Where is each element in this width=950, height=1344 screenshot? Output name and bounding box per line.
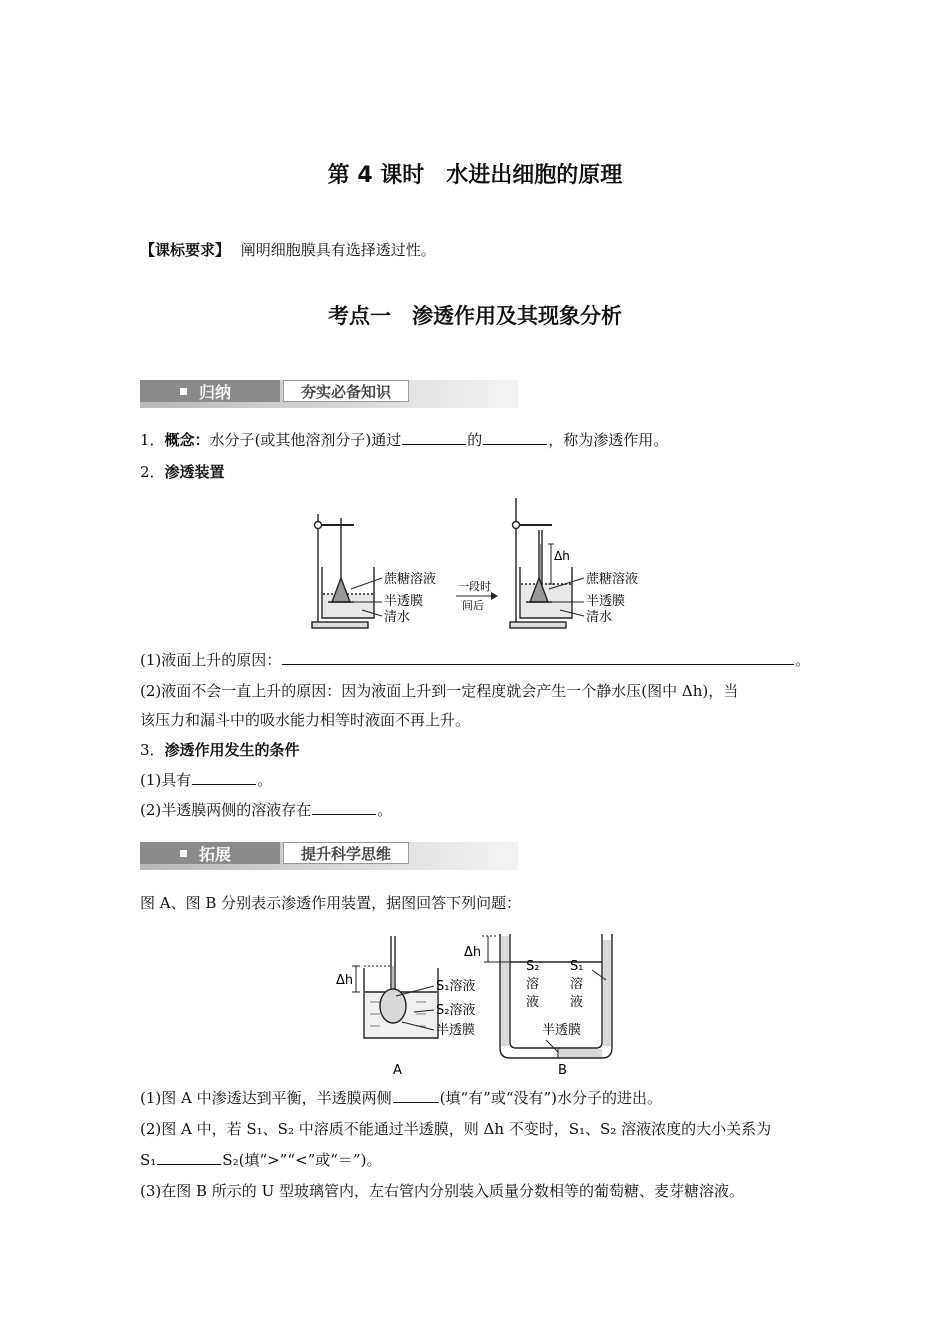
banner-tag (140, 380, 280, 402)
delta-h-label: Δh (554, 549, 570, 563)
answer-blank[interactable] (402, 430, 466, 445)
standard-line (140, 240, 436, 260)
arrow-label-bottom: 间后 (462, 599, 484, 612)
question-a2-line2 (140, 1150, 381, 1170)
item-text: ，称为渗透作用。 (548, 431, 669, 449)
item-text: 水分子(或其他溶剂分子)通过 (209, 431, 402, 449)
arrow-head-icon (491, 592, 498, 600)
banner-tag-text: 拓展 (199, 844, 232, 864)
left-label-water: 清水 (384, 610, 411, 625)
figure-b-s2-char: 溶 (526, 977, 540, 992)
question-stop-line2: 该压力和漏斗中的吸水能力相等时液面不再上升。 (140, 711, 471, 729)
question-rise (140, 650, 810, 670)
banner-subtitle: 夯实必备知识 (283, 380, 409, 402)
left-label-membrane: 半透膜 (384, 594, 424, 609)
item-device (140, 462, 225, 482)
figure-b-s2-label: S₂ (526, 959, 540, 974)
banner-extension (140, 842, 518, 870)
right-label-membrane: 半透膜 (586, 594, 626, 609)
item-head: 概念： (164, 431, 210, 449)
answer-blank[interactable] (192, 770, 256, 785)
figure-b-s2-char: 液 (526, 995, 540, 1010)
condition-end: 。 (377, 801, 393, 819)
item-head: 渗透装置 (164, 463, 225, 481)
condition-2 (140, 800, 392, 820)
question-a1 (140, 1088, 662, 1108)
figure-b-delta-h: Δh (464, 945, 482, 960)
banner-subtitle: 提升科学思维 (283, 842, 409, 864)
question-end: 。 (795, 651, 811, 669)
question-text: (1)液面上升的原因： (140, 651, 282, 669)
right-apparatus (510, 498, 572, 628)
question-text: S₂(填“>”“<”或“＝”)。 (222, 1151, 382, 1169)
figure-b-membrane-label: 半透膜 (542, 1023, 582, 1038)
item-head: 渗透作用发生的条件 (164, 741, 300, 759)
arrow-label-top: 一段时 (458, 580, 491, 593)
right-label-sucrose: 蔗糖溶液 (586, 572, 639, 587)
question-text: S₁ (140, 1151, 157, 1169)
answer-blank[interactable] (483, 430, 547, 445)
answer-blank[interactable] (282, 650, 794, 665)
question-a3: (3)在图 B 所示的 U 型玻璃管内，左右管内分别装入质量分数相等的葡萄糖、麦芽糖溶液。 (140, 1182, 744, 1200)
intro-text: 图 A、图 B 分别表示渗透作用装置，据图回答下列问题： (140, 894, 522, 912)
question-text: (1)图 A 中渗透达到平衡，半透膜两侧 (140, 1089, 392, 1107)
question-text: (填“有”或“没有”)水分子的进出。 (439, 1089, 663, 1107)
lesson-title: 第 4 课时 水进出细胞的原理 (327, 163, 623, 188)
section-title: 考点一 渗透作用及其现象分析 (328, 304, 622, 328)
standard-text: 阐明细胞膜具有选择透过性。 (240, 241, 436, 259)
figure-a-caption: A (393, 1063, 402, 1078)
figure-a-s2-label: S₂溶液 (436, 1003, 476, 1018)
question-a2-line1: (2)图 A 中，若 S₁、S₂ 中溶质不能通过半透膜，则 Δh 不变时，S₁、S₂ 溶液浓度的大小关系为 (140, 1120, 772, 1138)
figure-a-delta-h: Δh (336, 973, 354, 988)
condition-end: 。 (257, 771, 273, 789)
banner-tag (140, 842, 280, 864)
standard-label: 【课标要求】 (140, 241, 231, 259)
condition-1 (140, 770, 272, 790)
right-label-water: 清水 (586, 610, 613, 625)
answer-blank[interactable] (157, 1150, 221, 1165)
figure-b-s1-char: 溶 (570, 977, 584, 992)
item-number: 1． (140, 431, 165, 449)
item-number: 3． (140, 741, 165, 759)
figure-b-s1-char: 液 (570, 995, 584, 1010)
item-text: 的 (467, 431, 483, 449)
left-label-sucrose: 蔗糖溶液 (384, 572, 437, 587)
figure-b-s1-label: S₁ (570, 959, 584, 974)
item-number: 2． (140, 463, 165, 481)
figure-a-s1-label: S₁溶液 (436, 979, 476, 994)
osmosis-device-figure (296, 492, 666, 640)
square-icon (180, 388, 187, 395)
figure-b (482, 934, 612, 1058)
item-conditions (140, 740, 300, 760)
answer-blank[interactable] (393, 1088, 439, 1103)
banner-tag-text: 归纳 (199, 382, 232, 402)
item-concept (140, 430, 668, 450)
figure-a (352, 936, 438, 1038)
answer-blank[interactable] (312, 800, 376, 815)
condition-text: (1)具有 (140, 771, 192, 789)
question-stop-line1: (2)液面不会一直上升的原因：因为液面上升到一定程度就会产生一个静水压(图中 Δh)，当 (140, 682, 739, 700)
square-icon (180, 850, 187, 857)
banner-summary (140, 380, 518, 408)
figure-a-b (330, 930, 620, 1080)
figure-b-caption: B (558, 1063, 567, 1078)
figure-a-membrane-label: 半透膜 (436, 1023, 476, 1038)
condition-text: (2)半透膜两侧的溶液存在 (140, 801, 312, 819)
